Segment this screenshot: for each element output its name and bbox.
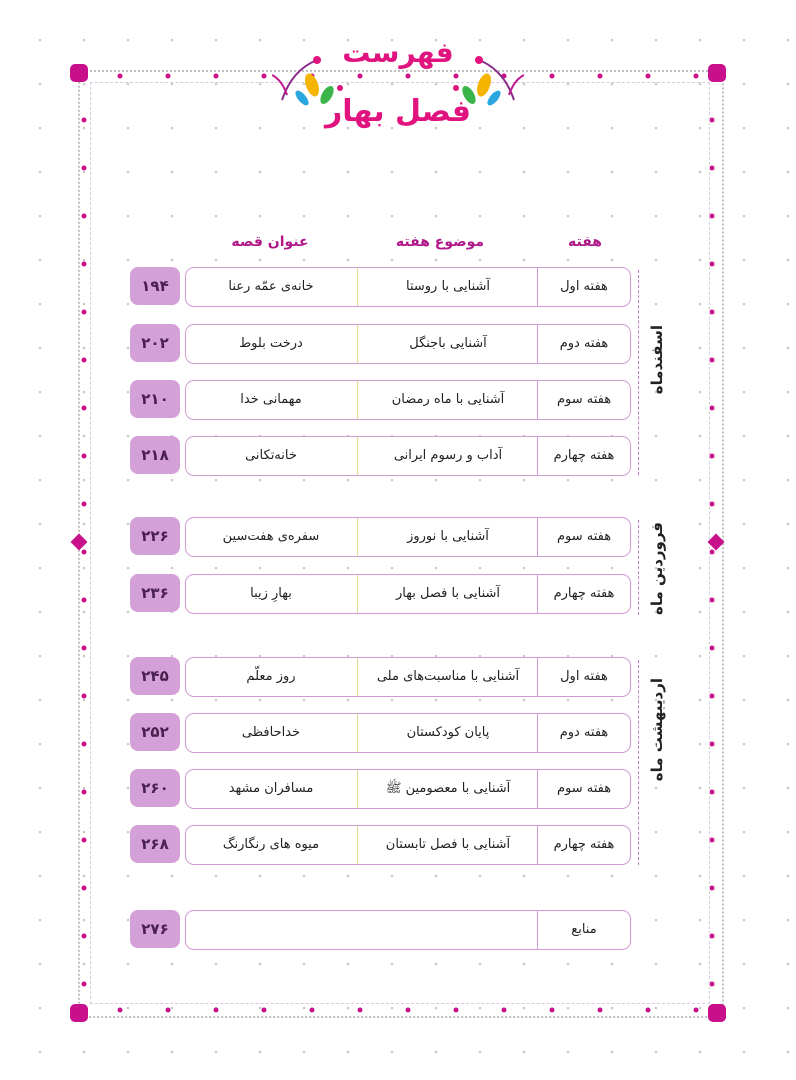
page-number-badge[interactable]: ۲۵۲	[130, 713, 180, 751]
topic-cell: آشنایی با معصومین ﷺ	[385, 781, 511, 796]
story-cell	[186, 911, 358, 949]
header-week: هفته	[568, 234, 602, 250]
page-number-badge[interactable]: ۲۰۲	[130, 324, 180, 362]
week-cell: هفته چهارم	[537, 575, 630, 613]
story-cell: خداحافظی	[185, 714, 358, 752]
topic-cell: آشنایی با ماه رمضان	[391, 392, 505, 407]
topic-cell	[358, 911, 538, 949]
month-label-farvardin: فروردین ماه	[648, 522, 666, 615]
story-cell: میوه های رنگارنگ	[185, 826, 358, 864]
toc-row[interactable]	[185, 769, 631, 809]
toc-row[interactable]	[185, 324, 631, 364]
page-number-badge[interactable]: ۲۴۵	[130, 657, 180, 695]
week-cell: هفته سوم	[537, 381, 630, 419]
header-story: عنوان قصه	[231, 234, 309, 250]
week-cell: هفته سوم	[537, 518, 630, 556]
week-cell: هفته اول	[537, 268, 630, 306]
topic-cell: آداب و رسوم ایرانی	[393, 448, 503, 463]
header-topic: موضوع هفته	[395, 234, 485, 250]
month-divider-ordibehesht	[638, 660, 639, 865]
week-cell: هفته دوم	[537, 714, 630, 752]
page-title: فهرست	[342, 36, 454, 69]
story-cell: بهارِ زیبا	[185, 575, 358, 613]
corner-ornament-bottom-left	[70, 1004, 88, 1022]
toc-row[interactable]	[185, 713, 631, 753]
page-number-badge[interactable]: ۱۹۴	[130, 267, 180, 305]
page-number-badge[interactable]: ۲۱۰	[130, 380, 180, 418]
page-subtitle: فصل بهار	[324, 94, 472, 129]
story-cell: خانه‌تکانی	[185, 437, 358, 475]
page-number-badge[interactable]: ۲۲۶	[130, 517, 180, 555]
toc-row[interactable]	[185, 574, 631, 614]
toc-row[interactable]	[185, 267, 631, 307]
week-cell: هفته سوم	[537, 770, 630, 808]
page-number-badge[interactable]: ۲۶۸	[130, 825, 180, 863]
story-cell: مسافران مشهد	[185, 770, 358, 808]
week-cell: هفته چهارم	[537, 437, 630, 475]
page-number-badge[interactable]: ۲۷۶	[130, 910, 180, 948]
topic-cell: پایان کودکستان	[406, 725, 490, 740]
story-cell: درخت بلوط	[185, 325, 358, 363]
month-divider-farvardin	[638, 520, 639, 615]
toc-row[interactable]	[185, 436, 631, 476]
month-label-ordibehesht: اردیبهشت ماه	[648, 678, 666, 782]
topic-cell: آشنایی باجنگل	[409, 336, 487, 351]
topic-cell: آشنایی با فصل تابستان	[385, 837, 511, 852]
topic-cell: آشنایی با فصل بهار	[396, 586, 500, 601]
month-label-esfand: اسفندماه	[648, 325, 666, 395]
month-divider-esfand	[638, 270, 639, 475]
corner-ornament-bottom-right	[708, 1004, 726, 1022]
week-cell: هفته اول	[537, 658, 630, 696]
topic-cell: آشنایی با نوروز	[407, 529, 489, 544]
toc-row[interactable]	[185, 517, 631, 557]
toc-row[interactable]	[185, 657, 631, 697]
story-cell: خانه‌ی عمّه رعنا	[185, 268, 358, 306]
page-number-badge[interactable]: ۲۶۰	[130, 769, 180, 807]
toc-row-sources[interactable]	[185, 910, 631, 950]
toc-row[interactable]	[185, 380, 631, 420]
topic-cell: آشنایی با روستا	[405, 279, 491, 294]
story-cell: مهمانی خدا	[185, 381, 358, 419]
story-cell: سفره‌ی هفت‌سین	[185, 518, 358, 556]
topic-cell: آشنایی با مناسبت‌های ملی	[376, 669, 520, 684]
page-number-badge[interactable]: ۲۳۶	[130, 574, 180, 612]
week-cell: هفته چهارم	[537, 826, 630, 864]
page-number-badge[interactable]: ۲۱۸	[130, 436, 180, 474]
week-cell: منابع	[537, 911, 630, 949]
story-cell: روز معلّم	[185, 658, 358, 696]
toc-row[interactable]	[185, 825, 631, 865]
week-cell: هفته دوم	[537, 325, 630, 363]
